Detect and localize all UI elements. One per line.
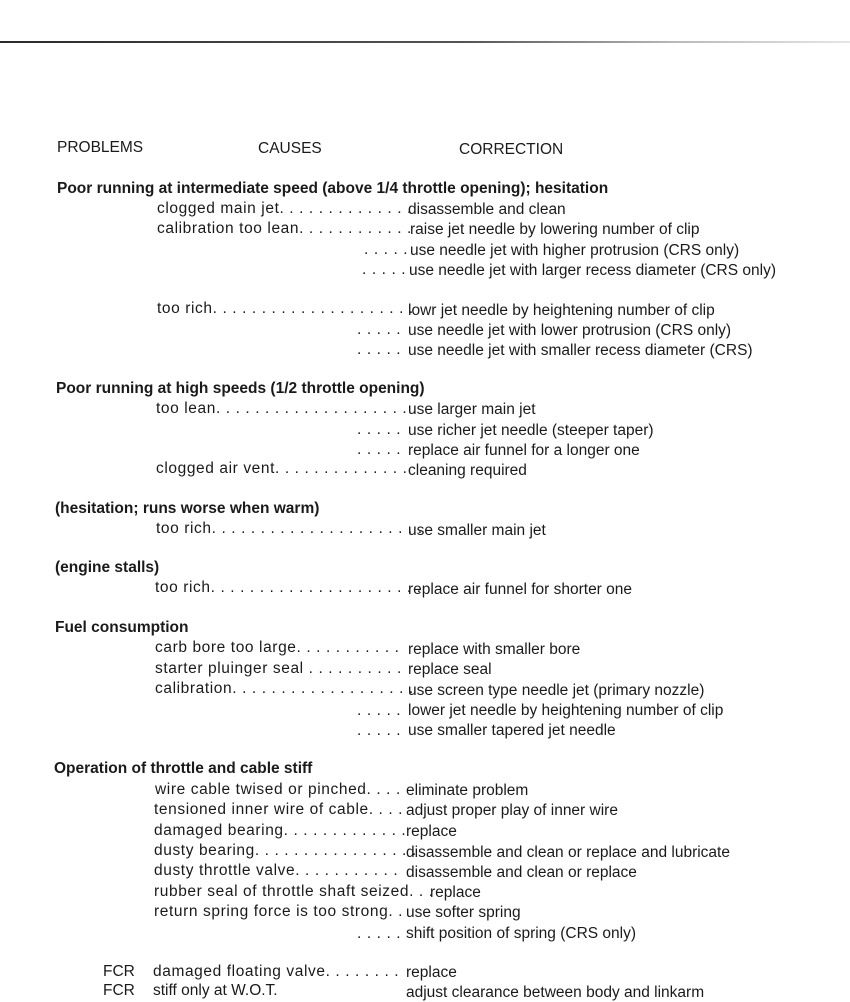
correction: use needle jet with lower protrusion (CRS only) xyxy=(408,322,732,339)
correction: replace xyxy=(406,964,457,981)
cause: . . . . . xyxy=(357,925,402,942)
correction: replace air funnel for shorter one xyxy=(408,581,633,598)
correction: replace xyxy=(406,823,457,840)
section-heading: Fuel consumption xyxy=(55,619,189,636)
correction: use smaller tapered jet needle xyxy=(408,722,616,739)
cause: calibration. . . . . . . . . . . . . . . . . . . xyxy=(155,680,414,697)
correction: use richer jet needle (steeper taper) xyxy=(408,422,654,439)
cause: tensioned inner wire of cable. . . . xyxy=(154,801,404,818)
cause: carb bore too large. . . . . . . . . . . xyxy=(155,639,400,656)
correction: raise jet needle by lowering number of clip xyxy=(410,221,700,238)
correction: use screen type needle jet (primary nozzle) xyxy=(408,682,705,699)
cause: . . . . . xyxy=(357,421,402,438)
correction: lowr jet needle by heightening number of clip xyxy=(408,302,715,319)
cause: . . . . . xyxy=(364,241,409,258)
model-prefix: FCR xyxy=(103,963,135,980)
correction: replace air funnel for a longer one xyxy=(408,442,640,459)
cause: too rich. . . . . . . . . . . . . . . . . . . . . xyxy=(157,300,414,317)
column-header-problems: PROBLEMS xyxy=(57,139,144,156)
correction: eliminate problem xyxy=(406,782,529,799)
section-heading: (engine stalls) xyxy=(55,559,160,576)
cause: . . . . . xyxy=(362,261,407,278)
column-header-causes: CAUSES xyxy=(258,140,322,157)
cause: . . . . . xyxy=(357,341,402,358)
cause: too rich. . . . . . . . . . . . . . . . . . . . . . xyxy=(155,579,422,596)
cause: . . . . . xyxy=(357,441,402,458)
correction: adjust proper play of inner wire xyxy=(406,802,618,819)
model-prefix: FCR xyxy=(103,982,135,999)
cause: rubber seal of throttle shaft seized. . . xyxy=(154,883,434,900)
cause: starter pluinger seal . . . . . . . . . . xyxy=(155,660,402,677)
correction: shift position of spring (CRS only) xyxy=(406,925,637,942)
cause: . . . . . xyxy=(357,702,402,719)
correction: use needle jet with smaller recess diameter (CRS) xyxy=(408,342,753,359)
correction: replace xyxy=(430,884,481,901)
correction: use needle jet with larger recess diameter (CRS only) xyxy=(409,262,776,279)
correction: lower jet needle by heightening number of clip xyxy=(408,702,724,719)
cause: too lean. . . . . . . . . . . . . . . . . . . . . xyxy=(156,400,418,417)
correction: use smaller main jet xyxy=(408,522,546,539)
correction: adjust clearance between body and linkarm xyxy=(406,984,705,1001)
cause: dusty bearing. . . . . . . . . . . . . . . . . xyxy=(154,842,417,859)
correction: disassemble and clean or replace xyxy=(406,864,637,881)
cause: return spring force is too strong. . xyxy=(154,903,404,920)
top-rule xyxy=(0,41,850,43)
cause: wire cable twised or pinched. . . . xyxy=(155,781,401,798)
correction: cleaning required xyxy=(408,462,527,479)
cause: stiff only at W.O.T. xyxy=(153,982,278,999)
cause: clogged air vent. . . . . . . . . . . . . . xyxy=(156,460,408,477)
correction: disassemble and clean xyxy=(408,201,566,218)
cause: calibration too lean. . . . . . . . . . . . xyxy=(157,220,412,237)
correction: replace seal xyxy=(408,661,492,678)
correction: use larger main jet xyxy=(408,401,536,418)
correction: use softer spring xyxy=(406,904,521,921)
cause: dusty throttle valve. . . . . . . . . . . xyxy=(154,862,399,879)
cause: damaged floating valve. . . . . . . . xyxy=(153,963,400,980)
section-heading: Operation of throttle and cable stiff xyxy=(54,760,313,777)
column-header-correction: CORRECTION xyxy=(459,141,564,158)
correction: disassemble and clean or replace and lubricate xyxy=(406,844,730,861)
cause: . . . . . xyxy=(357,722,402,739)
cause: damaged bearing. . . . . . . . . . . . . xyxy=(154,822,407,839)
correction: use needle jet with higher protrusion (CRS only) xyxy=(410,242,740,259)
section-heading: Poor running at high speeds (1/2 throttle opening) xyxy=(56,380,425,397)
section-heading: (hesitation; runs worse when warm) xyxy=(55,500,320,517)
cause: too rich. . . . . . . . . . . . . . . . . . . . . . xyxy=(156,520,423,537)
section-heading: Poor running at intermediate speed (above 1/4 throttle opening); hesitation xyxy=(57,180,609,197)
correction: replace with smaller bore xyxy=(408,641,581,658)
cause: . . . . . xyxy=(357,321,402,338)
cause: clogged main jet. . . . . . . . . . . . . . xyxy=(157,200,412,217)
